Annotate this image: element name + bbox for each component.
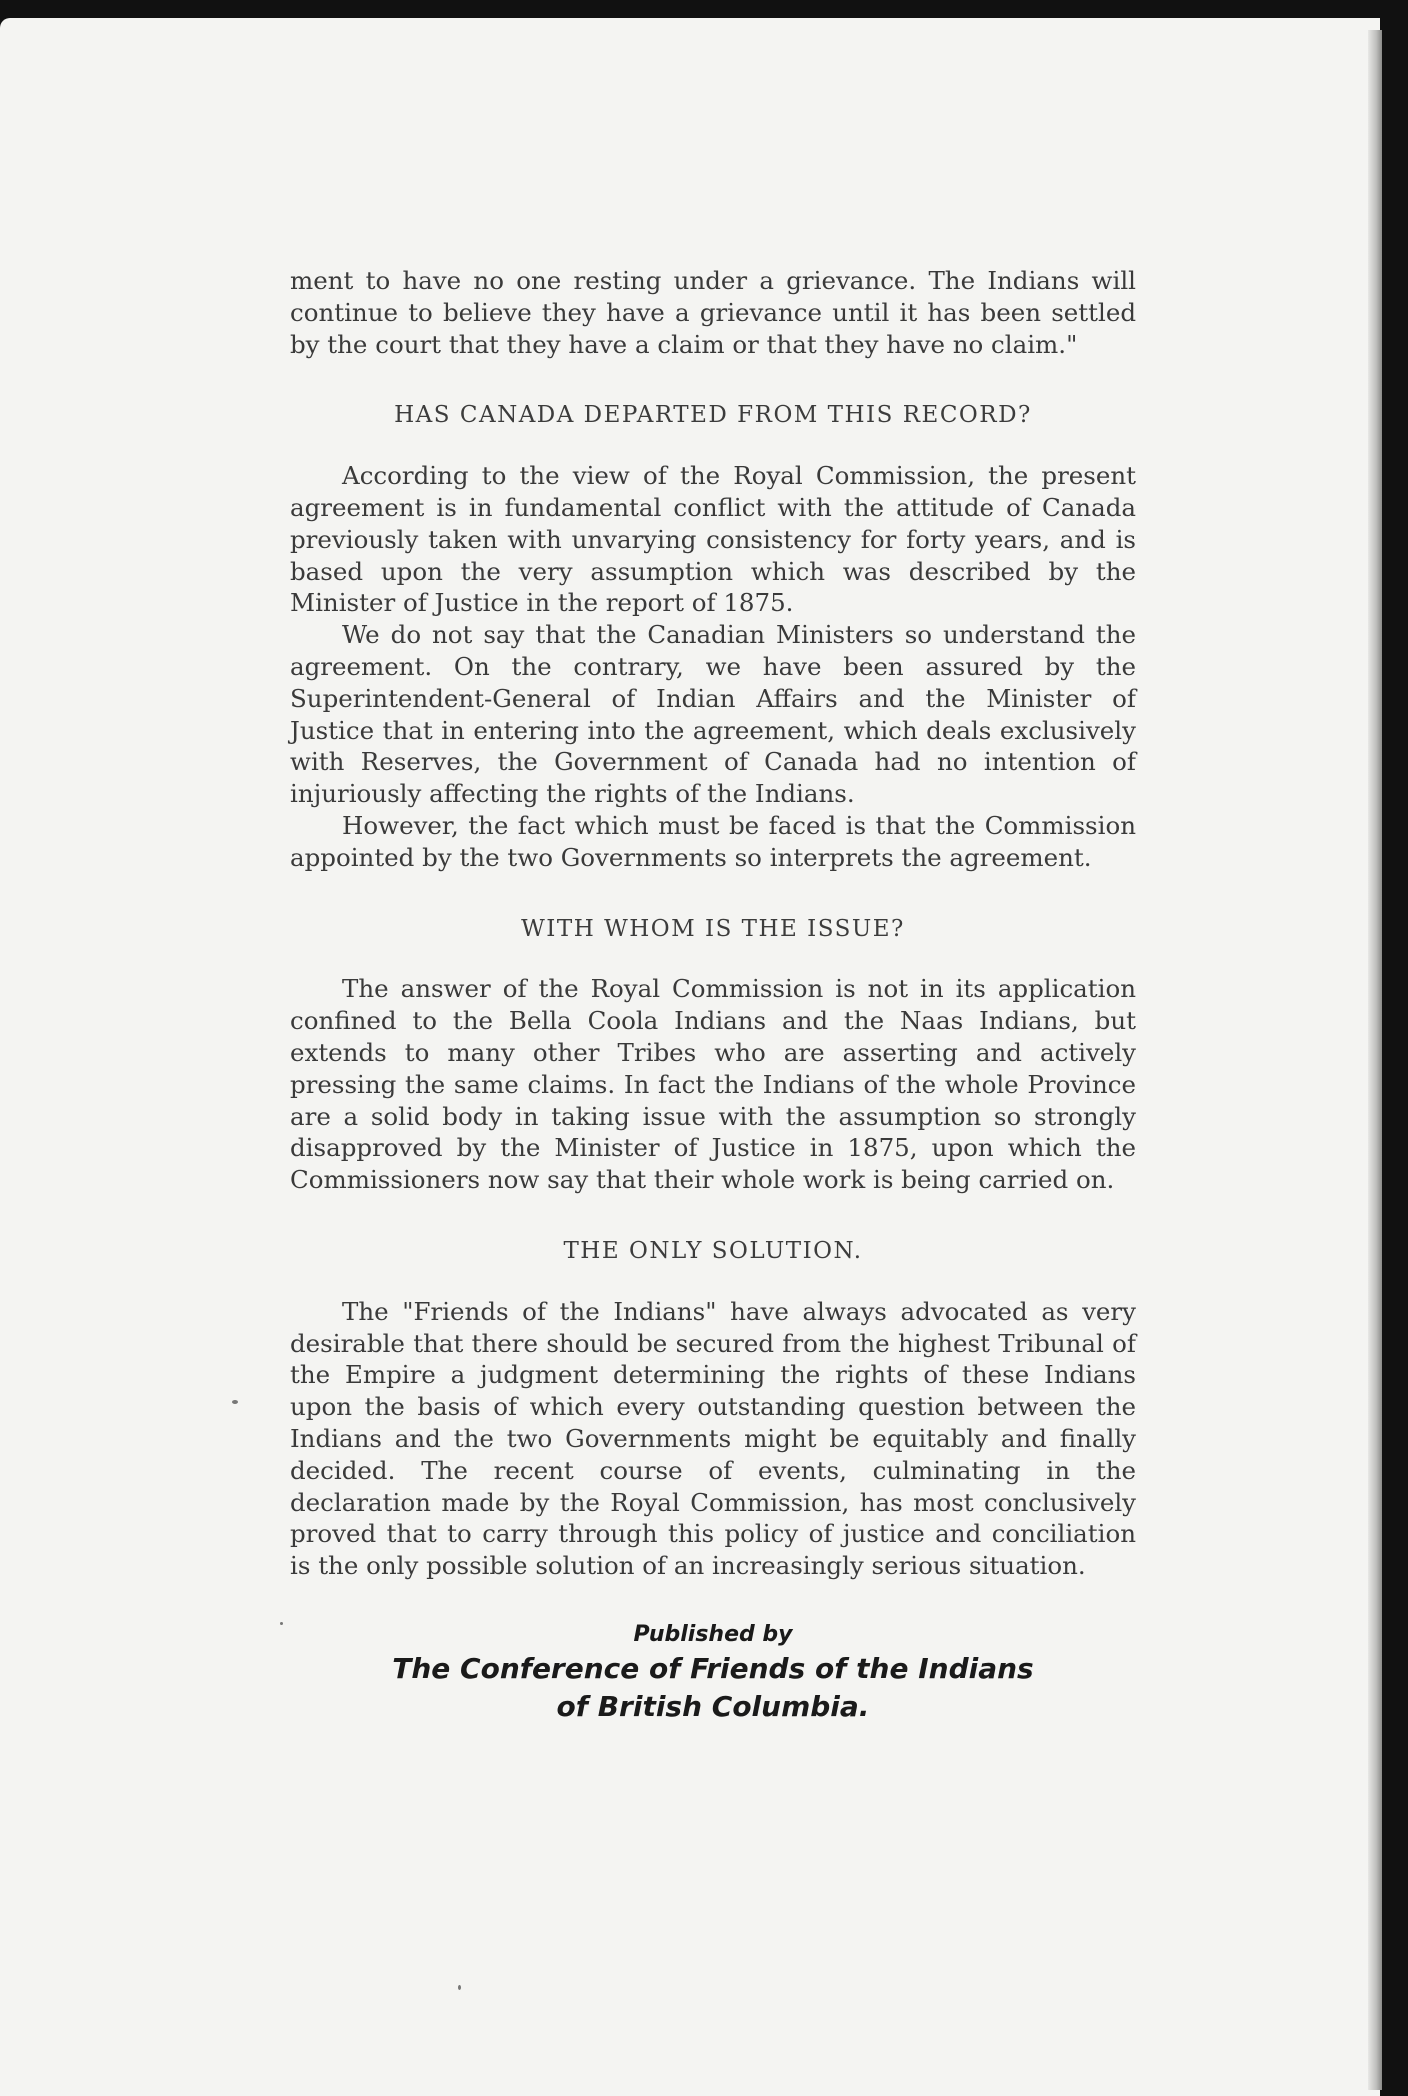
paragraph-2: According to the view of the Royal Commission, the present agreement is in fundamental conflict with the attitude of Canada previously taken with unvarying consistency for forty years, and is based upon the very assumption which was described by the Minister of Justice in the report of 1875. [290, 461, 1136, 618]
paragraph-4: However, the fact which must be faced is that the Commission appointed by the two Governments so interprets the agreement. [290, 810, 1136, 872]
publisher-name-line-2: of British Columbia. [556, 1689, 870, 1723]
heading-issue: WITH WHOM IS THE ISSUE? [521, 915, 905, 942]
paragraph-1: ment to have no one resting under a grievance. The Indians will continue to believe they have a grievance until it has been settled by the court that they have a claim or that they have no claim." [290, 266, 1136, 359]
publisher-name-line-1: The Conference of Friends of the Indians [392, 1651, 1034, 1685]
ink-speck [280, 1622, 283, 1625]
paragraph-6: The "Friends of the Indians" have always advocated as very desirable that there should be secured from the highest Tribunal of the Empire a judgment determining the rights of these Indians upon the basis of which every outstanding question between the Indians and the two Governments might be equitably and finally decided. The recent course of events, culminating in the declaration made by the Royal Commission, has most conclusively proved that to carry through this policy of justice and conciliation is the only possible solution of an increasingly serious situation. [290, 1296, 1136, 1581]
ink-speck [232, 1400, 238, 1404]
heading-canada-record: HAS CANADA DEPARTED FROM THIS RECORD? [394, 402, 1032, 429]
page-edge [1368, 30, 1382, 2090]
document-body [290, 265, 1136, 1726]
heading-solution: THE ONLY SOLUTION. [563, 1237, 863, 1264]
ink-speck [458, 1985, 461, 1990]
paragraph-5: The answer of the Royal Commission is not in its application confined to the Bella Coola Indians and the Naas Indians, but extends to many other Tribes who are asserting and actively pressing the same claims. In fact the Indians of the whole Province are a solid body in taking issue with the assumption so strongly disapproved by the Minister of Justice in 1875, upon which the Commissioners now say that their whole work is being carried on. [290, 974, 1136, 1195]
paragraph-3: We do not say that the Canadian Ministers so understand the agreement. On the contrary, we have been assured by the Superintendent-General of Indian Affairs and the Minister of Justice that in entering into the agreement, which deals exclusively with Reserves, the Government of Canada had no intention of injuriously affecting the rights of the Indians. [290, 620, 1136, 809]
published-by-label: Published by [633, 1621, 793, 1647]
